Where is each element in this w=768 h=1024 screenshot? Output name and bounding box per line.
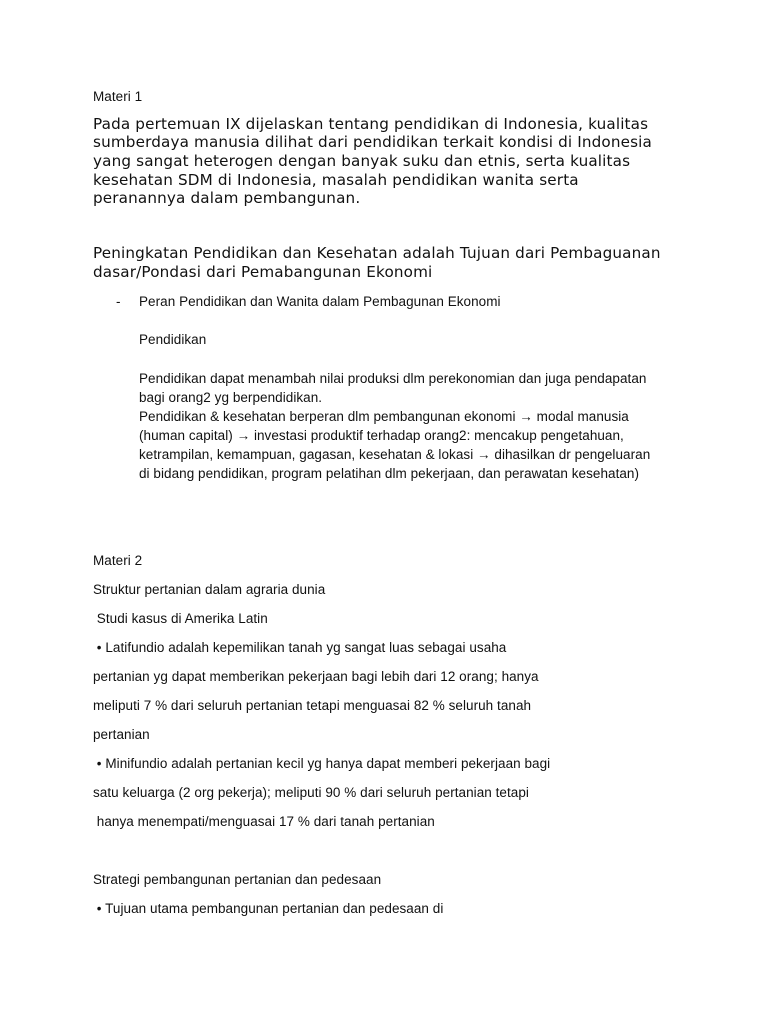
materi2-line: satu keluarga (2 org pekerja); meliputi 90 % dari seluruh pertanian tetapi xyxy=(93,785,529,800)
materi2-line: hanya menempati/menguasai 17 % dari tanah pertanian xyxy=(93,814,435,829)
body-line: di bidang pendidikan, program pelatihan dlm pekerjaan, dan perawatan kesehatan) xyxy=(139,466,640,481)
materi2-line: meliputi 7 % dari seluruh pertanian tetapi menguasai 82 % seluruh tanah xyxy=(93,698,532,713)
strategy-line: • Tujuan utama pembangunan pertanian dan pedesaan di xyxy=(93,901,444,916)
intro-line: sumberdaya manusia dilihat dari pendidikan terkait kondisi di Indonesia xyxy=(93,133,653,151)
materi2-line: • Minifundio adalah pertanian kecil yg hanya dapat memberi pekerjaan bagi xyxy=(93,756,551,771)
materi2-line: • Latifundio adalah kepemilikan tanah yg sangat luas sebagai usaha xyxy=(93,640,507,655)
materi2-heading: Materi 2 xyxy=(93,553,143,568)
subtitle-line: dasar/Pondasi dari Pemabangunan Ekonomi xyxy=(93,263,433,281)
body-line: Pendidikan dapat menambah nilai produksi dlm perekonomian dan juga pendapatan xyxy=(139,371,647,386)
body-line: bagi orang2 yg berpendidikan. xyxy=(139,390,323,405)
intro-line: Pada pertemuan IX dijelaskan tentang pendidikan di Indonesia, kualitas xyxy=(93,115,649,133)
subtitle-line: Peningkatan Pendidikan dan Kesehatan adalah Tujuan dari Pembaguanan xyxy=(93,244,661,262)
strategy-title: Strategi pembangunan pertanian dan pedesaan xyxy=(93,872,382,887)
materi1-heading: Materi 1 xyxy=(93,89,143,104)
list-item: Peran Pendidikan dan Wanita dalam Pembagunan Ekonomi xyxy=(139,294,501,309)
materi2-line: Studi kasus di Amerika Latin xyxy=(93,611,268,626)
intro-line: yang sangat heterogen dengan banyak suku dan etnis, serta kualitas xyxy=(93,152,631,170)
intro-line: peranannya dalam pembangunan. xyxy=(93,189,361,207)
body-line: (human capital) → investasi produktif terhadap orang2: mencakup pengetahuan, xyxy=(139,428,624,443)
intro-line: kesehatan SDM di Indonesia, masalah pendidikan wanita serta xyxy=(93,171,579,189)
section-title: Pendidikan xyxy=(139,332,207,347)
body-line: Pendidikan & kesehatan berperan dlm pembangunan ekonomi → modal manusia xyxy=(139,409,629,424)
materi2-line: Struktur pertanian dalam agraria dunia xyxy=(93,582,326,597)
list-marker: - xyxy=(116,294,121,309)
materi2-line: pertanian yg dapat memberikan pekerjaan bagi lebih dari 12 orang; hanya xyxy=(93,669,539,684)
body-line: ketrampilan, kemampuan, gagasan, kesehatan & lokasi → dihasilkan dr pengeluaran xyxy=(139,447,651,462)
materi2-line: pertanian xyxy=(93,727,150,742)
